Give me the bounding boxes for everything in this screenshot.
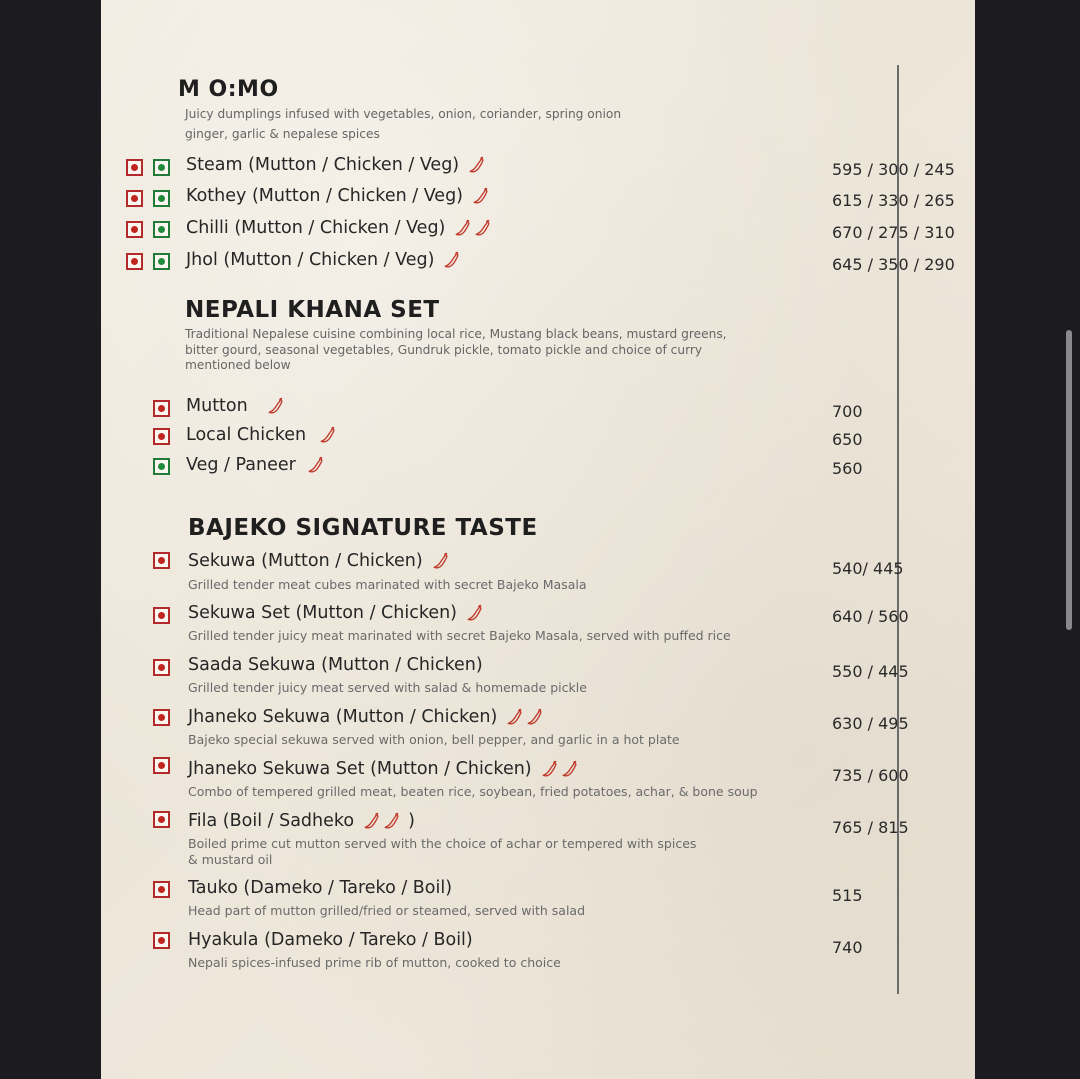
menu-item-description: Grilled tender juicy meat served with salad & homemade pickle bbox=[188, 680, 587, 695]
nonveg-indicator-icon bbox=[153, 881, 170, 898]
nonveg-indicator-icon bbox=[126, 221, 143, 238]
chili-icon bbox=[467, 155, 487, 175]
menu-item-description: Head part of mutton grilled/fried or steamed, served with salad bbox=[188, 903, 586, 918]
menu-item-price: 650 bbox=[832, 430, 863, 449]
chili-icon bbox=[306, 455, 326, 475]
menu-item-price: 540/ 445 bbox=[832, 559, 904, 578]
menu-item: Jhaneko Sekuwa Set (Mutton / Chicken) bbox=[188, 759, 580, 779]
menu-item-price: 765 / 815 bbox=[832, 818, 909, 837]
menu-item-price: 515 bbox=[832, 886, 863, 905]
chili-icon bbox=[318, 425, 338, 445]
chili-icon bbox=[362, 811, 402, 831]
nonveg-indicator-icon bbox=[153, 400, 170, 417]
menu-item-description: Combo of tempered grilled meat, beaten rice, soybean, fried potatoes, achar, & bone soup bbox=[188, 784, 758, 799]
scrollbar-thumb[interactable] bbox=[1066, 330, 1072, 630]
menu-item: Local Chicken bbox=[186, 425, 338, 445]
chili-icon bbox=[505, 707, 545, 727]
menu-item: Veg / Paneer bbox=[186, 455, 326, 475]
menu-item-description: Boiled prime cut mutton served with the choice of achar or tempered with spices & mustard oil bbox=[188, 836, 697, 867]
menu-item-price: 560 bbox=[832, 459, 863, 478]
menu-item-price: 630 / 495 bbox=[832, 714, 909, 733]
chili-icon bbox=[540, 759, 580, 779]
menu-item-description: Grilled tender juicy meat marinated with secret Bajeko Masala, served with puffed rice bbox=[188, 628, 731, 643]
menu-item-description: Grilled tender meat cubes marinated with secret Bajeko Masala bbox=[188, 577, 587, 592]
menu-item: Saada Sekuwa (Mutton / Chicken) bbox=[188, 655, 483, 675]
chili-icon bbox=[465, 603, 485, 623]
menu-item: Jhol (Mutton / Chicken / Veg) bbox=[186, 250, 462, 270]
section-title-momo: M O:MO bbox=[178, 77, 279, 102]
nonveg-indicator-icon bbox=[153, 428, 170, 445]
veg-indicator-icon bbox=[153, 458, 170, 475]
menu-item: Sekuwa (Mutton / Chicken) bbox=[188, 551, 451, 571]
nonveg-indicator-icon bbox=[126, 190, 143, 207]
nonveg-indicator-icon bbox=[153, 811, 170, 828]
nonveg-indicator-icon bbox=[126, 159, 143, 176]
nonveg-indicator-icon bbox=[153, 552, 170, 569]
nonveg-indicator-icon bbox=[153, 932, 170, 949]
menu-item: Mutton bbox=[186, 396, 286, 416]
veg-indicator-icon bbox=[153, 253, 170, 270]
nonveg-indicator-icon bbox=[126, 253, 143, 270]
menu-item-price: 735 / 600 bbox=[832, 766, 909, 785]
menu-item: Tauko (Dameko / Tareko / Boil) bbox=[188, 878, 453, 898]
veg-indicator-icon bbox=[153, 190, 170, 207]
nonveg-indicator-icon bbox=[153, 659, 170, 676]
veg-indicator-icon bbox=[153, 159, 170, 176]
nonveg-indicator-icon bbox=[153, 709, 170, 726]
momo-description: Juicy dumplings infused with vegetables, onion, coriander, spring onion ginger, garlic & nepalese spices bbox=[185, 107, 622, 141]
menu-item: Hyakula (Dameko / Tareko / Boil) bbox=[188, 930, 473, 950]
nonveg-indicator-icon bbox=[153, 757, 170, 774]
chili-icon bbox=[442, 250, 462, 270]
menu-item: Sekuwa Set (Mutton / Chicken) bbox=[188, 603, 485, 623]
chili-icon bbox=[431, 551, 451, 571]
section-title-bajeko: BAJEKO SIGNATURE TASTE bbox=[188, 515, 538, 541]
menu-item-price: 640 / 560 bbox=[832, 607, 909, 626]
menu-item-price: 700 bbox=[832, 402, 863, 421]
menu-item: Fila (Boil / Sadheko ) bbox=[188, 811, 415, 831]
menu-item: Kothey (Mutton / Chicken / Veg) bbox=[186, 186, 491, 206]
menu-item-price: 645 / 350 / 290 bbox=[832, 255, 955, 274]
menu-item-price: 595 / 300 / 245 bbox=[832, 160, 955, 179]
menu-page bbox=[101, 0, 975, 1079]
nonveg-indicator-icon bbox=[153, 607, 170, 624]
menu-item-price: 550 / 445 bbox=[832, 662, 909, 681]
menu-item: Chilli (Mutton / Chicken / Veg) bbox=[186, 218, 493, 238]
menu-item-description: Bajeko special sekuwa served with onion, bell pepper, and garlic in a hot plate bbox=[188, 732, 680, 747]
menu-item-description: Nepali spices-infused prime rib of mutton, cooked to choice bbox=[188, 955, 561, 970]
section-title-khana: NEPALI KHANA SET bbox=[185, 297, 440, 323]
chili-icon bbox=[453, 218, 493, 238]
khana-description: Traditional Nepalese cuisine combining local rice, Mustang black beans, mustard greens, bitter gourd, seasonal vegetables, Gundruk pickle, tomato pickle and choice of curry mentioned below bbox=[185, 327, 727, 372]
veg-indicator-icon bbox=[153, 221, 170, 238]
chili-icon bbox=[471, 186, 491, 206]
menu-item: Steam (Mutton / Chicken / Veg) bbox=[186, 155, 487, 175]
menu-item-price: 615 / 330 / 265 bbox=[832, 191, 955, 210]
chili-icon bbox=[266, 396, 286, 416]
menu-item: Jhaneko Sekuwa (Mutton / Chicken) bbox=[188, 707, 545, 727]
menu-item-price: 670 / 275 / 310 bbox=[832, 223, 955, 242]
menu-item-price: 740 bbox=[832, 938, 863, 957]
